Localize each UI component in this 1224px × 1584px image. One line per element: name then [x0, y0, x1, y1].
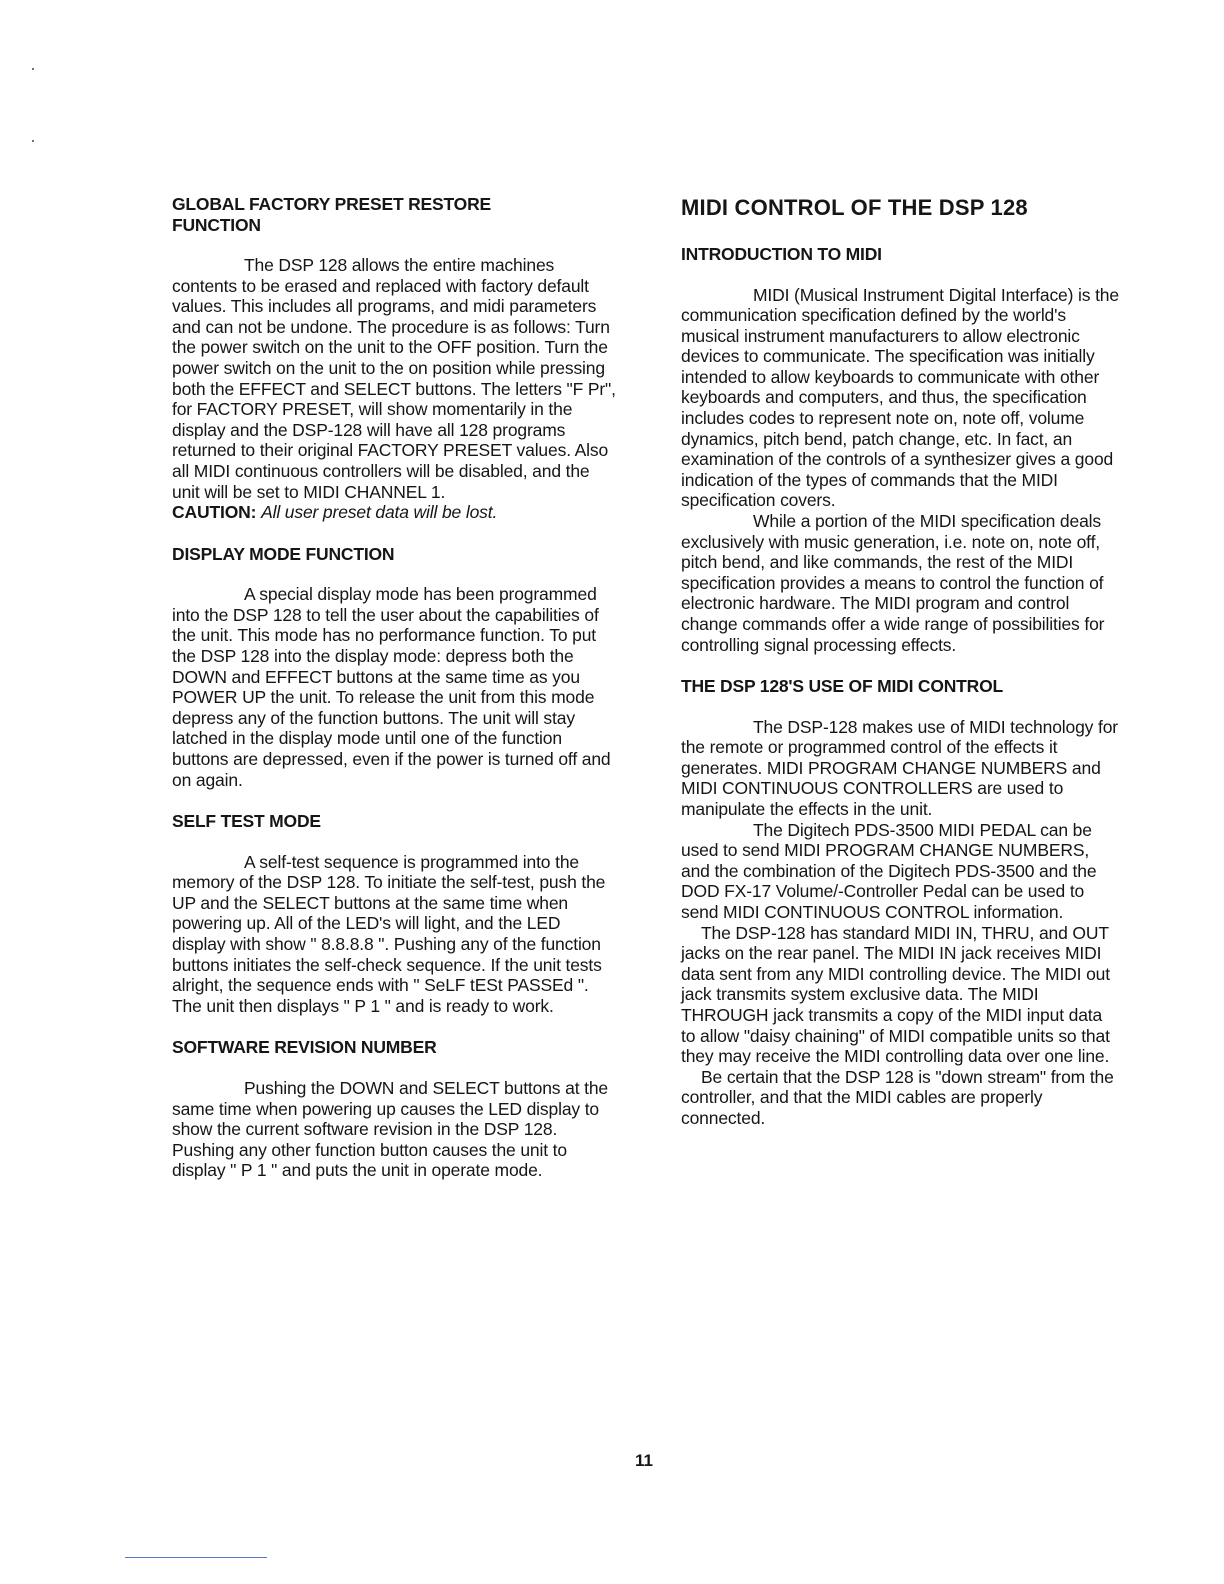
dsp-midi-use-section	[681, 676, 1121, 1128]
footer-rule	[125, 1557, 267, 1558]
display-mode-section	[172, 544, 617, 790]
body-paragraph: The Digitech PDS-3500 MIDI PEDAL can be used to send MIDI PROGRAM CHANGE NUMBERS, and the combination of the Digitech PDS-3500 and the DOD FX-17 Volume/-Controller Pedal can be used to send MIDI CONTINUOUS CONTROL information.	[681, 819, 1097, 923]
caution-text: All user preset data will be lost.	[261, 502, 498, 523]
scan-speck	[32, 140, 34, 142]
body-paragraph: Be certain that the DSP 128 is "down stream" from the controller, and that the MIDI cables are properly connected.	[681, 1066, 1114, 1128]
body-paragraph: The DSP 128 allows the entire machines contents to be erased and replaced with factory default values. This includes all programs, and midi parameters and can not be undone. The procedure is as follows: Turn the power switch on the unit to the OFF position. Turn the power switch on the unit to the on position while pressing both the EFFECT and SELECT buttons. The letters "F Pr", for FACTORY PRESET, will show momentarily in the display and the DSP-128 will have all 128 programs returned to their original FACTORY PRESET values. Also all MIDI continuous controllers will be disabled, and the unit will be set to MIDI CHANNEL 1.	[172, 255, 616, 502]
section-heading: DISPLAY MODE FUNCTION	[172, 543, 395, 564]
left-column	[172, 194, 617, 1181]
section-heading: GLOBAL FACTORY PRESET RESTORE FUNCTION	[172, 194, 491, 235]
software-revision-section	[172, 1037, 617, 1180]
self-test-section	[172, 811, 617, 1016]
body-paragraph: While a portion of the MIDI specification deals exclusively with music generation, i.e. note on, note off, pitch bend, and like commands, the rest of the MIDI specification provides a means to control the function of electronic hardware. The MIDI program and control change commands offer a wide range of possibilities for controlling signal processing effects.	[681, 511, 1105, 655]
caution-note	[172, 502, 617, 523]
section-heading: SOFTWARE REVISION NUMBER	[172, 1037, 437, 1058]
body-paragraph: MIDI (Musical Instrument Digital Interface) is the communication specification defined by the world's musical instrument manufacturers to allow electronic devices to communicate. The specification was initially intended to allow keyboards to communicate with other keyboards and computers, and thus, the specification includes codes to represent note on, note off, volume dynamics, pitch bend, patch change, etc. In fact, an examination of the controls of a synthesizer gives a good indication of the types of commands that the MIDI specification covers.	[681, 284, 1119, 511]
body-paragraph: A special display mode has been programmed into the DSP 128 to tell the user about the capabilities of the unit. This mode has no performance function. To put the DSP 128 into the display mode: depress both the DOWN and EFFECT buttons at the same time as you POWER UP the unit. To release the unit from this mode depress any of the function buttons. The unit will stay latched in the display mode until one of the function buttons are depressed, even if the power is turned off and on again.	[172, 584, 611, 790]
page-number: 11	[635, 1451, 653, 1470]
page-title: MIDI CONTROL OF THE DSP 128	[681, 195, 1028, 220]
section-heading: INTRODUCTION TO MIDI	[681, 244, 882, 264]
right-column	[681, 194, 1121, 1129]
body-paragraph: The DSP-128 has standard MIDI IN, THRU, and OUT jacks on the rear panel. The MIDI IN jack receives MIDI data sent from any MIDI controlling device. The MIDI out jack transmits system exclusive data. The MIDI THROUGH jack transmits a copy of the MIDI input data to allow "daisy chaining" of MIDI compatible units so that they may receive the MIDI controlling data over one line.	[681, 922, 1110, 1067]
body-paragraph: The DSP-128 makes use of MIDI technology for the remote or programmed control of the effects it generates. MIDI PROGRAM CHANGE NUMBERS and MIDI CONTINUOUS CONTROLLERS are used to manipulate the effects in the unit.	[681, 716, 1118, 820]
body-paragraph: A self-test sequence is programmed into the memory of the DSP 128. To initiate the self-test, push the UP and the SELECT buttons at the same time when powering up. All of the LED's will light, and the LED display with show " 8.8.8.8 ". Pushing any of the function buttons initiates the self-check sequence. If the unit tests alright, the sequence ends with " SeLF tESt PASSEd ". The unit then displays " P 1 " and is ready to work.	[172, 851, 606, 1016]
intro-to-midi-section	[681, 244, 1121, 655]
section-heading: THE DSP 128'S USE OF MIDI CONTROL	[681, 676, 1004, 697]
section-heading: SELF TEST MODE	[172, 811, 321, 832]
global-factory-preset-section	[172, 194, 617, 523]
caution-label: CAUTION:	[172, 502, 257, 523]
scan-speck	[32, 68, 34, 70]
body-paragraph: Pushing the DOWN and SELECT buttons at the same time when powering up causes the LED display to show the current software revision in the DSP 128. Pushing any other function button causes the unit to display " P 1 " and puts the unit in operate mode.	[172, 1077, 608, 1181]
